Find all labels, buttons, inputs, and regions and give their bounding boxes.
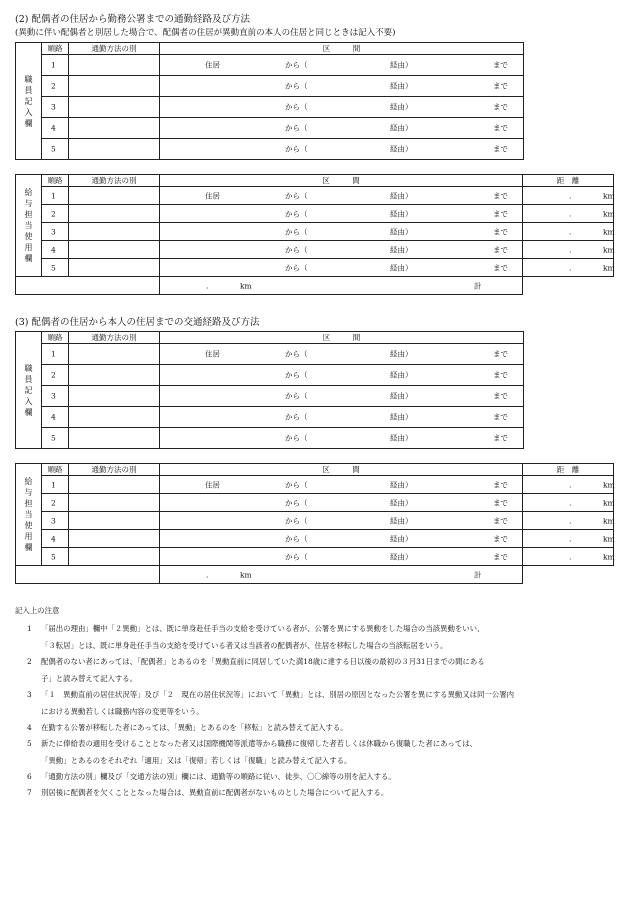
method-cell[interactable] [69, 118, 160, 139]
from-label: から（ [285, 191, 308, 200]
via-label: 経由） [390, 391, 413, 401]
note-line: 在勤する公署が移転した者にあっては、「異動」とあるのを「移転」と読み替えて記入する。 [41, 723, 348, 732]
via-label: 経由） [390, 245, 413, 254]
row-number: 4 [51, 245, 56, 254]
decimal-point: . [569, 516, 572, 525]
km-unit: km [603, 498, 615, 507]
km-unit: km [240, 570, 252, 579]
header-section: 区 間 [160, 43, 524, 55]
section-cell[interactable] [160, 344, 524, 365]
method-cell[interactable] [69, 223, 160, 241]
row-number: 4 [51, 123, 56, 133]
note-number: 7 [27, 788, 32, 797]
header-method: 通勤方法の別 [69, 332, 160, 344]
order-cell [42, 76, 69, 97]
method-cell[interactable] [69, 97, 160, 118]
from-label: から（ [285, 144, 308, 154]
via-label: 経由） [390, 412, 413, 422]
header-section: 区 間 [160, 332, 524, 344]
section3-title: (3) 配偶者の住居から本人の住居までの交通経路及び方法 [15, 317, 260, 328]
km-unit: km [603, 516, 615, 525]
decimal-point: . [569, 498, 572, 507]
from-label: から（ [285, 60, 308, 70]
order-cell [42, 205, 69, 223]
section-cell[interactable] [160, 407, 524, 428]
via-label: 経由） [390, 209, 413, 218]
km-unit: km [603, 534, 615, 543]
via-label: 経由） [390, 263, 413, 272]
method-cell[interactable] [69, 205, 160, 223]
decimal-point: . [206, 570, 209, 579]
via-label: 経由） [390, 144, 413, 154]
note-number: 2 [27, 657, 32, 666]
distance-cell[interactable] [523, 223, 614, 241]
km-unit: km [603, 480, 615, 489]
header-distance: 距 離 [523, 464, 614, 476]
row-number: 4 [51, 534, 56, 543]
distance-cell[interactable] [523, 530, 614, 548]
to-label: まで [493, 191, 508, 200]
method-cell[interactable] [69, 139, 160, 160]
order-cell [42, 407, 69, 428]
method-cell[interactable] [69, 241, 160, 259]
via-label: 経由） [390, 498, 413, 507]
via-label: 経由） [390, 480, 413, 489]
via-label: 経由） [390, 191, 413, 200]
to-label: まで [493, 60, 508, 70]
from-label: から（ [285, 245, 308, 254]
section-cell[interactable] [160, 548, 523, 566]
km-unit: km [603, 552, 615, 561]
decimal-point: . [569, 534, 572, 543]
to-label: まで [493, 349, 508, 359]
method-cell[interactable] [69, 428, 160, 449]
to-label: まで [493, 245, 508, 254]
distance-cell[interactable] [523, 259, 614, 277]
from-label: から（ [285, 516, 308, 525]
header-order: 順路 [42, 43, 69, 55]
distance-cell[interactable] [523, 476, 614, 494]
note-item [15, 772, 625, 782]
from-label: から（ [285, 102, 308, 112]
row-number: 2 [51, 370, 56, 380]
to-label: まで [493, 102, 508, 112]
header-order: 順路 [42, 464, 69, 476]
to-label: まで [493, 391, 508, 401]
from-label: から（ [285, 498, 308, 507]
order-cell [42, 530, 69, 548]
note-line: における異動若しくは職務内容の変更等をいう。 [41, 707, 204, 716]
via-label: 経由） [390, 81, 413, 91]
section-cell[interactable] [160, 494, 523, 512]
section-cell[interactable] [160, 530, 523, 548]
total-label: 計 [474, 281, 482, 290]
row-number: 3 [51, 391, 56, 401]
order-cell [42, 548, 69, 566]
row-number: 5 [51, 433, 56, 443]
decimal-point: . [569, 209, 572, 218]
to-label: まで [493, 433, 508, 443]
from-label: から（ [285, 391, 308, 401]
from-label: から（ [285, 433, 308, 443]
from-label: から（ [285, 81, 308, 91]
method-cell[interactable] [69, 386, 160, 407]
to-label: まで [493, 552, 508, 561]
side-label-text: 給与担当使用欄 [24, 188, 33, 263]
section-cell[interactable] [160, 76, 524, 97]
via-label: 経由） [390, 516, 413, 525]
row-number: 5 [51, 263, 56, 272]
order-cell [42, 365, 69, 386]
decimal-point: . [569, 263, 572, 272]
method-cell[interactable] [69, 344, 160, 365]
section-cell[interactable] [160, 259, 523, 277]
to-label: まで [493, 123, 508, 133]
note-line: 「異動」とあるのをそれぞれ「適用」又は「復帰」若しくは「復職」と読み替えて記入する。 [41, 756, 352, 765]
to-label: まで [493, 227, 508, 236]
order-cell [42, 494, 69, 512]
note-line: 配偶者のない者にあっては、「配偶者」とあるのを「異動直前に同居していた満18歳に達する日以後の最初の３月31日までの間にある [41, 657, 485, 666]
note-line: 「通勤方法の別」欄及び「交通方法の別」欄には、通勤等の順路に従い、徒歩、〇〇線等の別を記入する。 [41, 772, 396, 781]
row-number: 1 [51, 480, 56, 489]
via-label: 経由） [390, 552, 413, 561]
note-number: 4 [27, 723, 32, 732]
note-line: 「１ 異動直前の居住状況等」及び「２ 現在の居住状況等」において「異動」とは、別居の原因となった公署を異にする異動又は同一公署内 [41, 690, 515, 699]
note-line: 新たに俸給表の適用を受けることとなった者又は国際機関等派遣等から職務に復帰した者若しくは休職から復職した者にあっては、 [41, 739, 477, 748]
section-cell[interactable] [160, 428, 524, 449]
note-number: 5 [27, 739, 32, 748]
note-line: 子」と読み替えて記入する。 [41, 674, 138, 683]
via-label: 経由） [390, 227, 413, 236]
side-label-text: 給与担当使用欄 [24, 477, 33, 552]
note-number: 3 [27, 690, 32, 699]
via-label: 経由） [390, 123, 413, 133]
from-label: から（ [285, 263, 308, 272]
header-order: 順路 [42, 332, 69, 344]
row-number: 2 [51, 498, 56, 507]
to-label: まで [493, 370, 508, 380]
from-label: から（ [285, 123, 308, 133]
order-cell [42, 139, 69, 160]
from-label: から（ [285, 412, 308, 422]
header-order: 順路 [42, 175, 69, 187]
note-line: 別居後に配偶者を欠くこととなった場合は、異動直前に配偶者がないものとした場合について記入する。 [41, 788, 389, 797]
residence-label: 住居 [205, 60, 220, 70]
to-label: まで [493, 144, 508, 154]
decimal-point: . [569, 227, 572, 236]
residence-label: 住居 [205, 480, 220, 489]
section-cell[interactable] [160, 139, 524, 160]
notes [15, 606, 625, 804]
total-label: 計 [474, 570, 482, 579]
from-label: から（ [285, 349, 308, 359]
header-distance: 距 離 [523, 175, 614, 187]
via-label: 経由） [390, 433, 413, 443]
method-cell[interactable] [69, 407, 160, 428]
method-cell[interactable] [69, 187, 160, 205]
notes-title: 記入上の注意 [15, 606, 60, 615]
side-label-text: 職員記入欄 [24, 363, 33, 417]
distance-cell[interactable] [523, 241, 614, 259]
total-distance-cell[interactable] [160, 566, 523, 584]
note-item [15, 788, 625, 798]
from-label: から（ [285, 480, 308, 489]
from-label: から（ [285, 552, 308, 561]
to-label: まで [493, 412, 508, 422]
header-method: 通勤方法の別 [69, 464, 160, 476]
row-number: 1 [51, 60, 56, 70]
section-cell[interactable] [160, 241, 523, 259]
via-label: 経由） [390, 102, 413, 112]
via-label: 経由） [390, 370, 413, 380]
side-label-text: 職員記入欄 [24, 74, 33, 128]
to-label: まで [493, 480, 508, 489]
side-label [16, 175, 42, 277]
from-label: から（ [285, 534, 308, 543]
method-cell[interactable] [69, 55, 160, 76]
from-label: から（ [285, 370, 308, 380]
section-cell[interactable] [160, 187, 523, 205]
from-label: から（ [285, 227, 308, 236]
section-cell[interactable] [160, 386, 524, 407]
row-number: 5 [51, 144, 56, 154]
row-number: 2 [51, 81, 56, 91]
order-cell [42, 476, 69, 494]
section-cell[interactable] [160, 55, 524, 76]
section2-title: (2) 配偶者の住居から勤務公署までの通勤経路及び方法 [15, 14, 250, 25]
row-number: 4 [51, 412, 56, 422]
order-cell [42, 97, 69, 118]
side-label [16, 43, 42, 160]
method-cell[interactable] [69, 512, 160, 530]
header-method: 通勤方法の別 [69, 175, 160, 187]
order-cell [42, 241, 69, 259]
section-cell[interactable] [160, 476, 523, 494]
section-cell[interactable] [160, 223, 523, 241]
method-cell[interactable] [69, 494, 160, 512]
section2-subtitle: (異動に伴い配偶者と別居した場合で、配偶者の住居が異動直前の本人の住居と同じときは記入不要) [15, 28, 396, 38]
km-unit: km [603, 191, 615, 200]
from-label: から（ [285, 209, 308, 218]
decimal-point: . [569, 245, 572, 254]
residence-label: 住居 [205, 349, 220, 359]
km-unit: km [603, 209, 615, 218]
km-unit: km [240, 281, 252, 290]
residence-label: 住居 [205, 191, 220, 200]
row-number: 3 [51, 227, 56, 236]
distance-cell[interactable] [523, 512, 614, 530]
to-label: まで [493, 498, 508, 507]
km-unit: km [603, 227, 615, 236]
section-cell[interactable] [160, 365, 524, 386]
to-label: まで [493, 263, 508, 272]
header-section: 区 間 [160, 464, 523, 476]
section-cell[interactable] [160, 118, 524, 139]
row-number: 3 [51, 516, 56, 525]
header-method: 通勤方法の別 [69, 43, 160, 55]
section-cell[interactable] [160, 512, 523, 530]
method-cell[interactable] [69, 76, 160, 97]
decimal-point: . [569, 191, 572, 200]
order-cell [42, 187, 69, 205]
side-label [16, 464, 42, 566]
section-cell[interactable] [160, 205, 523, 223]
row-number: 1 [51, 349, 56, 359]
order-cell [42, 512, 69, 530]
order-cell [42, 223, 69, 241]
decimal-point: . [206, 281, 209, 290]
decimal-point: . [569, 480, 572, 489]
note-item [15, 723, 625, 733]
note-line: 「３転居」とは、既に単身赴任手当の支給を受けている者又は当該者の配偶者が、住居を移転した場合の当該転居をいう。 [41, 641, 448, 650]
km-unit: km [603, 245, 615, 254]
order-cell [42, 344, 69, 365]
via-label: 経由） [390, 60, 413, 70]
distance-cell[interactable] [523, 205, 614, 223]
decimal-point: . [569, 552, 572, 561]
note-number: 1 [27, 624, 32, 633]
order-cell [42, 55, 69, 76]
row-number: 2 [51, 209, 56, 218]
notes-list [15, 624, 625, 798]
note-number: 6 [27, 772, 32, 781]
note-item [15, 657, 625, 684]
total-distance-cell[interactable] [160, 277, 523, 295]
note-line: 「届出の理由」欄中「２異動」とは、既に単身赴任手当の支給を受けている者が、公署を異にする異動をした場合の当該異動をいい、 [41, 624, 485, 633]
km-unit: km [603, 263, 615, 272]
to-label: まで [493, 209, 508, 218]
method-cell[interactable] [69, 259, 160, 277]
method-cell[interactable] [69, 476, 160, 494]
order-cell [42, 428, 69, 449]
via-label: 経由） [390, 349, 413, 359]
header-section: 区 間 [160, 175, 523, 187]
row-number: 1 [51, 191, 56, 200]
distance-cell[interactable] [523, 187, 614, 205]
order-cell [42, 386, 69, 407]
note-item [15, 739, 625, 766]
to-label: まで [493, 81, 508, 91]
to-label: まで [493, 516, 508, 525]
note-item [15, 690, 625, 717]
method-cell[interactable] [69, 365, 160, 386]
row-number: 5 [51, 552, 56, 561]
via-label: 経由） [390, 534, 413, 543]
method-cell[interactable] [69, 530, 160, 548]
side-label [16, 332, 42, 449]
order-cell [42, 259, 69, 277]
section-cell[interactable] [160, 97, 524, 118]
distance-cell[interactable] [523, 548, 614, 566]
note-item [15, 624, 625, 651]
order-cell [42, 118, 69, 139]
row-number: 3 [51, 102, 56, 112]
distance-cell[interactable] [523, 494, 614, 512]
method-cell[interactable] [69, 548, 160, 566]
to-label: まで [493, 534, 508, 543]
